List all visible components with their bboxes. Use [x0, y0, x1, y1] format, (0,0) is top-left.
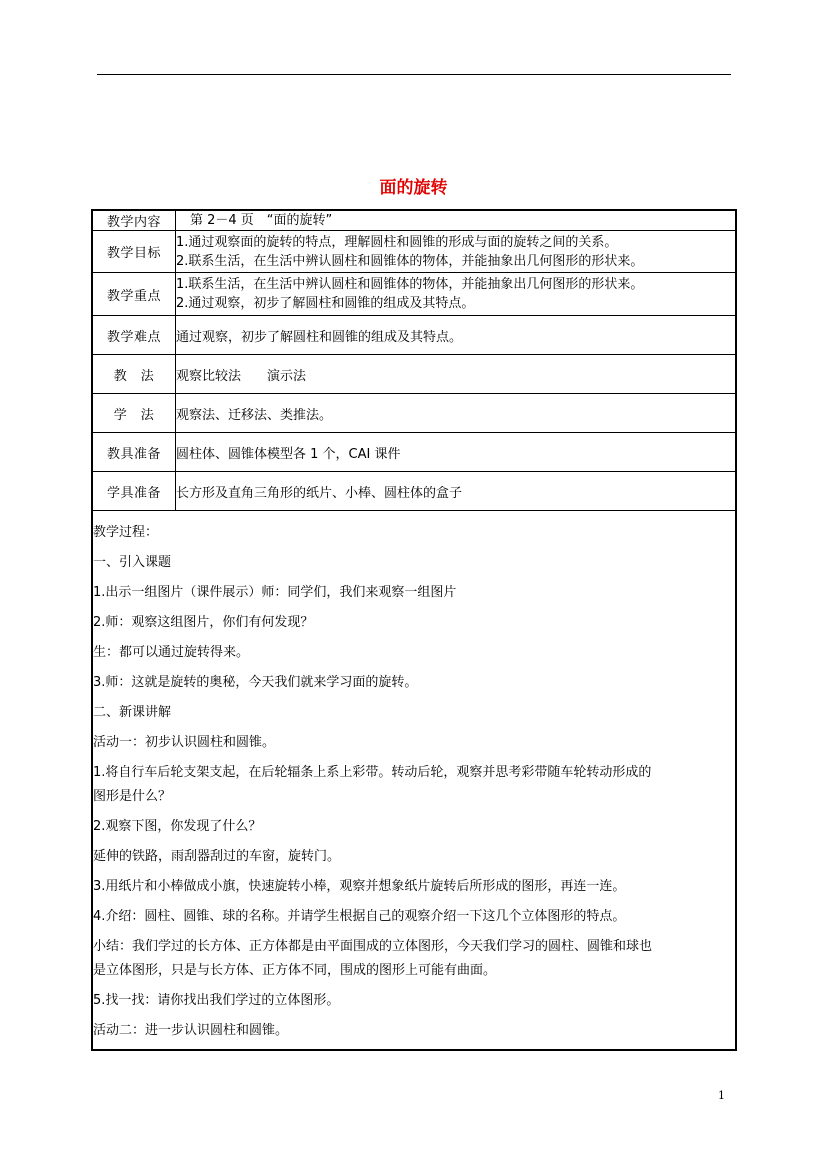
label-teacher-tools: 教具准备	[92, 433, 176, 472]
page-title: 面的旋转	[379, 178, 448, 198]
goal-line: 2.联系生活，在生活中辨认圆柱和圆锥体的物体，并能抽象出几何图形的形状来。	[176, 253, 644, 269]
table-row-student-tools	[92, 472, 736, 511]
label-content: 教学内容	[92, 210, 176, 231]
process-line: 3.用纸片和小棒做成小旗，快速旋转小棒，观察并想象纸片旋转后所形成的图形，再连一连。	[93, 878, 626, 894]
label-goals: 教学目标	[92, 231, 176, 273]
table-row-teaching-method	[92, 355, 736, 394]
label-key-points: 教学重点	[92, 273, 176, 316]
table-row-teacher-tools	[92, 433, 736, 472]
key-point-line: 2.通过观察，初步了解圆柱和圆锥的组成及其特点。	[176, 296, 475, 311]
value-content	[176, 210, 737, 231]
process-line: 延伸的铁路，雨刮器刮过的车窗，旋转门。	[93, 848, 341, 864]
process-line: 4.介绍：圆柱、圆锥、球的名称。并请学生根据自己的观察介绍一下这几个立体图形的特点。	[93, 908, 626, 924]
process-line: 活动一：初步认识圆柱和圆锥。	[93, 734, 276, 750]
header-rule	[97, 74, 731, 75]
label-student-tools: 学具准备	[92, 472, 176, 511]
value-learning-method: 观察法、迁移法、类推法。	[176, 394, 737, 433]
value-goals	[176, 231, 737, 273]
value-difficulties: 通过观察，初步了解圆柱和圆锥的组成及其特点。	[176, 316, 737, 355]
goal-line: 1.通过观察面的旋转的特点，理解圆柱和圆锥的形成与面的旋转之间的关系。	[176, 234, 618, 250]
process-line: 是立体图形，只是与长方体、正方体不同，围成的图形上可能有曲面。	[93, 962, 497, 978]
process-line: 2.师：观察这组图片，你们有何发现？	[93, 614, 314, 630]
value-student-tools: 长方形及直角三角形的纸片、小棒、圆柱体的盒子	[176, 472, 737, 511]
value-teacher-tools: 圆柱体、圆锥体模型各 1 个，CAI 课件	[176, 433, 737, 472]
process-line: 5.找一找：请你找出我们学过的立体图形。	[93, 992, 340, 1008]
label-learning-method: 学 法	[92, 394, 176, 433]
process-line: 1.将自行车后轮支架支起，在后轮辐条上系上彩带。转动后轮，观察并思考彩带随车轮转动形成的	[93, 764, 652, 780]
page-number: 1	[718, 1089, 725, 1102]
process-line: 小结：我们学过的长方体、正方体都是由平面围成的立体图形，今天我们学习的圆柱、圆锥和球也	[93, 938, 653, 954]
table-row-learning-method	[92, 394, 736, 433]
table-row-difficulties	[92, 316, 736, 355]
lesson-plan-table	[91, 209, 737, 1051]
teaching-process	[92, 511, 736, 1050]
label-teaching-method: 教 法	[92, 355, 176, 394]
table-row-key-points	[92, 273, 736, 316]
process-line: 3.师：这就是旋转的奥秘，今天我们就来学习面的旋转。	[93, 674, 418, 690]
label-difficulties: 教学难点	[92, 316, 176, 355]
process-line: 教学过程：	[93, 524, 159, 540]
table-row-goals	[92, 231, 736, 273]
process-line: 二、新课讲解	[93, 704, 172, 720]
value-teaching-method: 观察比较法 演示法	[176, 355, 737, 394]
key-point-line: 1.联系生活，在生活中辨认圆柱和圆锥体的物体，并能抽象出几何图形的形状来。	[176, 277, 644, 292]
process-line: 1.出示一组图片（课件展示）师：同学们，我们来观察一组图片	[93, 584, 457, 600]
process-line: 活动二：进一步认识圆柱和圆锥。	[93, 1022, 289, 1038]
process-line: 一、引入课题	[93, 554, 172, 570]
value-key-points	[176, 273, 737, 316]
content-text: 第 2－4 页 “面的旋转”	[190, 213, 333, 228]
process-line: 生：都可以通过旋转得来。	[93, 644, 250, 660]
table-row-process	[92, 511, 736, 1050]
table-row-content	[92, 210, 736, 231]
process-line: 2.观察下图，你发现了什么？	[93, 818, 262, 834]
process-line: 图形是什么？	[93, 788, 172, 804]
